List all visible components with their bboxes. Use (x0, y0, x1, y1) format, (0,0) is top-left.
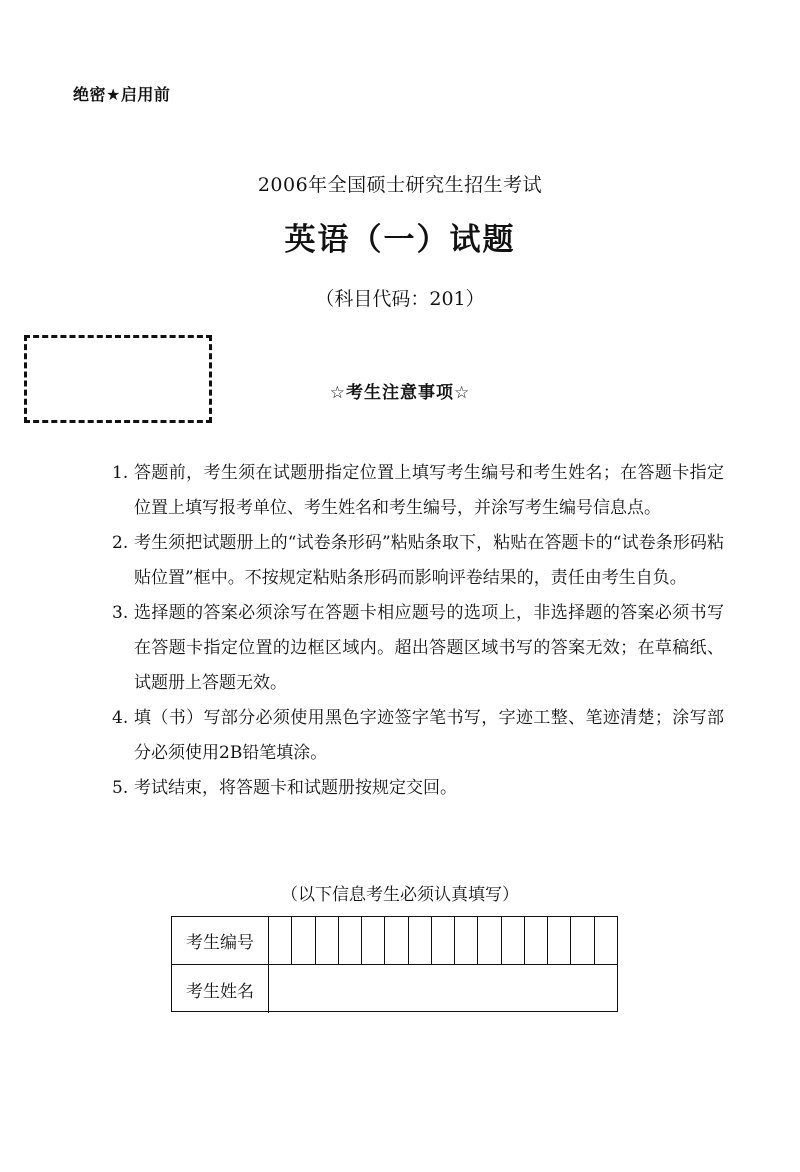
notice-item (112, 526, 724, 596)
notice-number: 4. (112, 708, 129, 728)
candidate-number-row (172, 917, 617, 965)
subject-code: （科目代码：201） (315, 288, 485, 310)
exam-title: 2006年全国硕士研究生招生考试 (257, 174, 543, 196)
notice-text: 选择题的答案必须涂写在答题卡相应题号的选项上，非选择题的答案必须书写在答题卡指定位置的边框区域内。超出答题区域书写的答案无效；在草稿纸、试题册上答题无效。 (134, 603, 724, 693)
number-digit-box[interactable] (548, 917, 571, 964)
number-digit-box[interactable] (432, 917, 455, 964)
notice-heading: ☆考生注意事项☆ (329, 383, 471, 403)
candidate-name-field[interactable] (269, 965, 617, 1013)
candidate-info-table (171, 916, 618, 1012)
notice-item (112, 771, 724, 806)
notice-number: 3. (112, 603, 129, 623)
number-digit-box[interactable] (525, 917, 548, 964)
notice-text: 考试结束，将答题卡和试题册按规定交回。 (134, 778, 457, 798)
number-digit-box[interactable] (316, 917, 339, 964)
notice-text: 填（书）写部分必须使用黑色字迹签字笔书写，字迹工整、笔迹清楚；涂写部分必须使用2B铅笔填涂。 (134, 708, 724, 763)
info-form-caption: （以下信息考生必须认真填写） (281, 885, 519, 905)
notice-item (112, 456, 724, 526)
candidate-number-field[interactable] (269, 917, 617, 964)
number-digit-box[interactable] (409, 917, 432, 964)
number-digit-box[interactable] (478, 917, 501, 964)
candidate-name-label: 考生姓名 (172, 965, 269, 1013)
number-digit-box[interactable] (595, 917, 617, 964)
number-digit-box[interactable] (385, 917, 408, 964)
number-digit-box[interactable] (571, 917, 594, 964)
number-digit-box[interactable] (292, 917, 315, 964)
number-digit-box[interactable] (502, 917, 525, 964)
notice-item (112, 701, 724, 771)
number-digit-box[interactable] (362, 917, 385, 964)
notice-text: 答题前，考生须在试题册指定位置上填写考生编号和考生姓名；在答题卡指定位置上填写报考单位、考生姓名和考生编号，并涂写考生编号信息点。 (134, 463, 724, 518)
candidate-number-label: 考生编号 (172, 917, 269, 964)
notice-number: 5. (112, 778, 129, 798)
number-digit-box[interactable] (339, 917, 362, 964)
notice-item (112, 596, 724, 701)
candidate-name-row (172, 965, 617, 1013)
number-digit-box[interactable] (269, 917, 292, 964)
confidential-label: 绝密★启用前 (73, 85, 171, 104)
notice-number: 2. (112, 533, 129, 553)
notice-text: 考生须把试题册上的“试卷条形码”粘贴条取下，粘贴在答题卡的“试卷条形码粘贴位置”框中。不按规定粘贴条形码而影响评卷结果的，责任由考生自负。 (134, 533, 724, 588)
notice-list (112, 456, 724, 806)
subject-title: 英语（一）试题 (284, 222, 516, 258)
number-digit-box[interactable] (455, 917, 478, 964)
notice-number: 1. (112, 463, 129, 483)
